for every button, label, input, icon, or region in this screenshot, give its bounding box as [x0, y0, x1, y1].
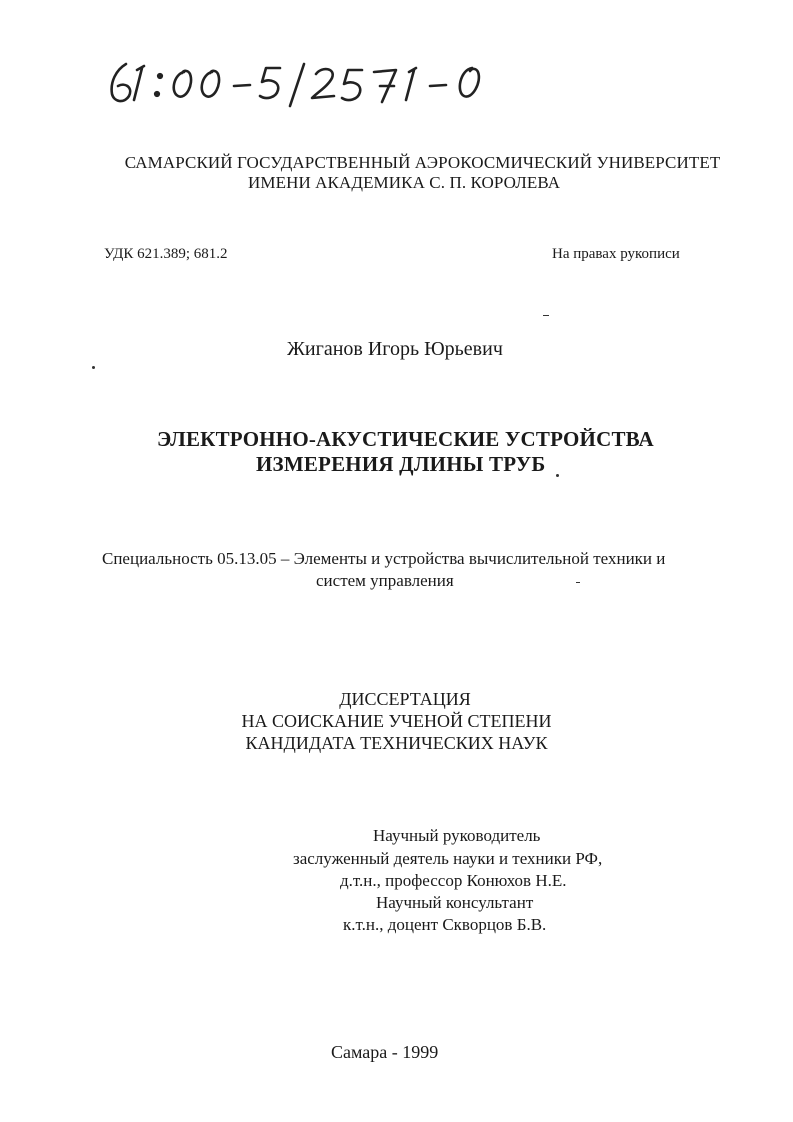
- specialty-line2: систем управления: [316, 571, 454, 590]
- university-name-line2: ИМЕНИ АКАДЕМИКА С. П. КОРОЛЕВА: [248, 173, 561, 192]
- thesis-title-line2: ИЗМЕРЕНИЯ ДЛИНЫ ТРУБ: [256, 452, 546, 476]
- udk-code: УДК 621.389; 681.2: [104, 246, 228, 262]
- supervisor-name: д.т.н., профессор Конюхов Н.Е.: [340, 871, 567, 890]
- scan-speck: [576, 582, 580, 583]
- university-name-line1: САМАРСКИЙ ГОСУДАРСТВЕННЫЙ АЭРОКОСМИЧЕСКИЙ УНИВЕРСИТЕТ: [124, 153, 721, 172]
- consultant-name: к.т.н., доцент Скворцов Б.В.: [343, 915, 547, 934]
- thesis-title-line1: ЭЛЕКТРОННО-АКУСТИЧЕСКИЕ УСТРОЙСТВА: [157, 427, 654, 451]
- scan-speck: [556, 474, 559, 477]
- dissertation-heading-line3: КАНДИДАТА ТЕХНИЧЕСКИХ НАУК: [245, 733, 548, 753]
- place-and-year: Самара - 1999: [331, 1042, 439, 1062]
- specialty-line1: Специальность 05.13.05 – Элементы и устройства вычислительной техники и: [102, 549, 666, 568]
- scan-speck: [543, 315, 549, 316]
- supervisor-role: Научный руководитель: [373, 826, 541, 845]
- scan-speck: [92, 366, 95, 369]
- handwritten-archive-code: [104, 56, 504, 116]
- supervisor-honor: заслуженный деятель науки и техники РФ,: [293, 849, 603, 868]
- dissertation-heading-line1: ДИССЕРТАЦИЯ: [339, 689, 471, 709]
- author-name: Жиганов Игорь Юрьевич: [287, 338, 503, 360]
- manuscript-rights-label: На правах рукописи: [552, 246, 680, 262]
- dissertation-heading-line2: НА СОИСКАНИЕ УЧЕНОЙ СТЕПЕНИ: [241, 711, 552, 731]
- consultant-role: Научный консультант: [376, 893, 534, 912]
